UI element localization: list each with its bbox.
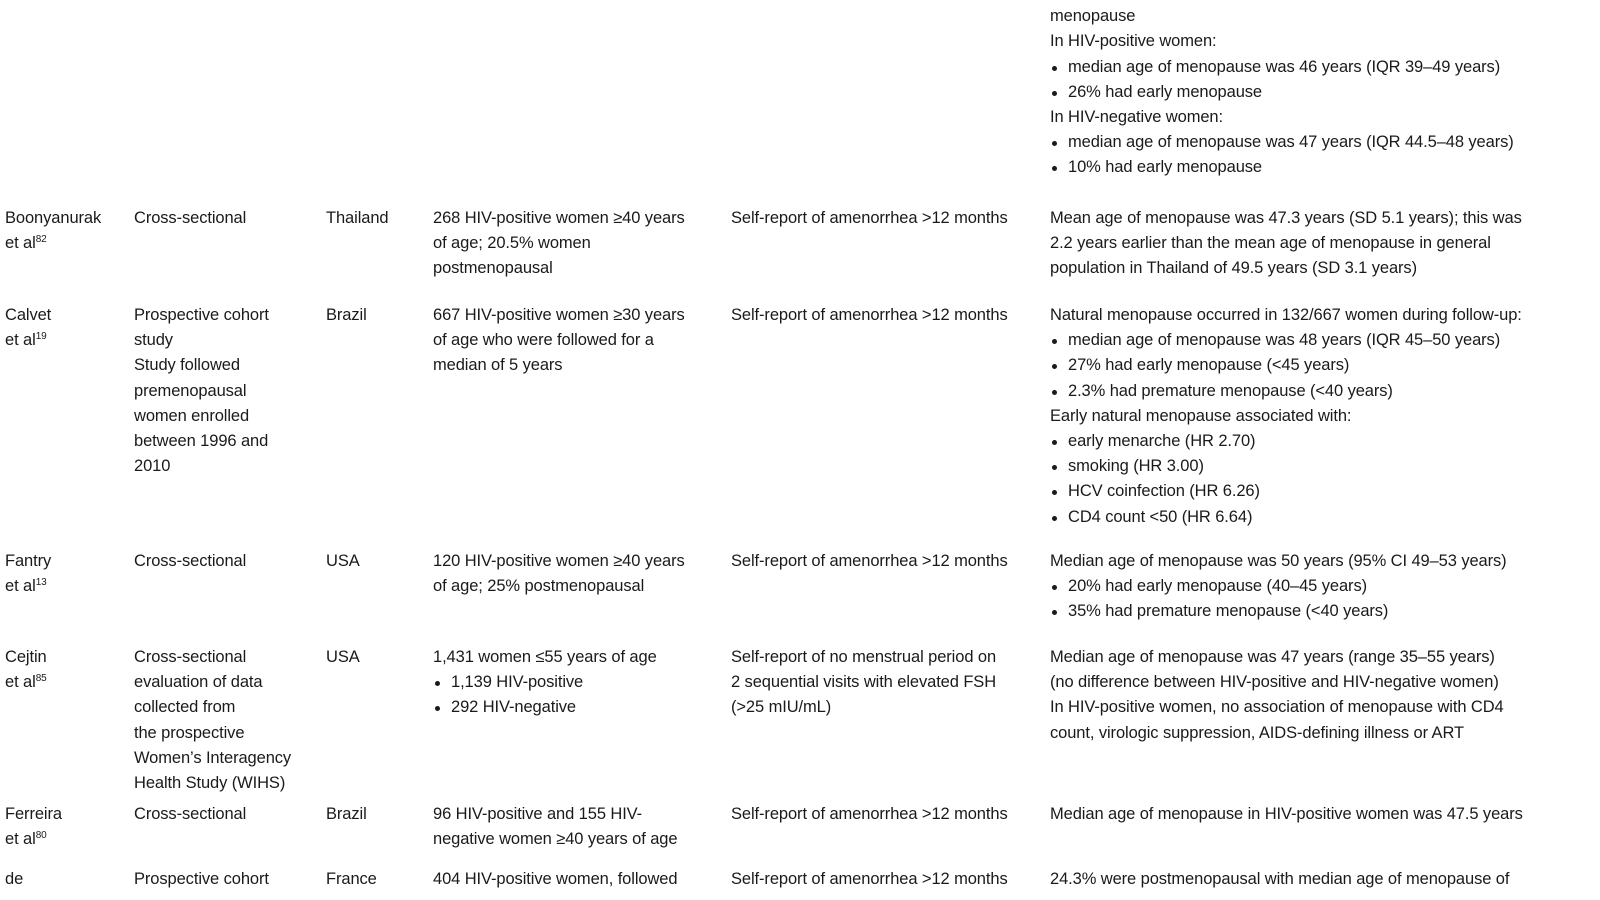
definition-text: Self-report of amenorrhea >12 months [731,805,1008,823]
finding-bullet: 26% had early menopause [1050,80,1600,105]
study-design-text: Cross-sectional [134,805,247,823]
country-cell [326,802,426,827]
finding-bullet: median age of menopause was 48 years (IQR 45–50 years) [1050,328,1600,353]
finding-bullet: HCV coinfection (HR 6.26) [1050,479,1600,504]
finding-text: In HIV-negative women: [1050,108,1223,127]
study-design-cell [134,303,314,479]
population-bullet: 1,139 HIV-positive [433,670,723,695]
author-cell [5,206,125,256]
reference-number: 80 [35,830,47,842]
finding-bullet: median age of menopause was 46 years (IQR 39–49 years) [1050,55,1600,80]
finding-text: In HIV-positive women: [1050,32,1217,51]
menopause-definition-cell [731,802,1041,827]
study-design-cell [134,645,314,796]
author-text: et $al^{85}$ [5,673,47,692]
findings-cell [1050,802,1600,827]
definition-text: 2 sequential visits with elevated FSH [731,673,997,692]
reference-number: 13 [35,577,47,589]
population-text: 667 HIV-positive women ≥30 years [433,306,685,324]
findings-cell [1050,303,1600,530]
study-design-text: Cross-sectional [134,648,247,666]
study-design-text: Women’s Interagency [134,748,292,767]
finding-text: Early natural menopause associated with: [1050,406,1352,425]
finding-text: Natural menopause occurred in 132/667 women during follow-up: [1050,306,1522,324]
finding-text: (no difference between HIV-positive and HIV-negative women) [1050,673,1499,692]
population-text: 404 HIV-positive women, followed [433,870,678,888]
study-design-text: Study followed [134,356,240,375]
author-text: de [5,870,24,888]
study-design-text: the prospective [134,723,245,742]
author-text: et $al^{19}$ [5,331,47,350]
study-design-text: study [134,331,173,350]
author-text: et $al^{80}$ [5,830,47,849]
finding-text: count, virologic suppression, AIDS-defining illness or ART [1050,723,1464,742]
finding-bullet: 35% had premature menopause (<40 years) [1050,599,1600,624]
population-text: of age who were followed for a [433,331,654,350]
definition-text: (>25 mIU/mL) [731,698,832,717]
country-cell [326,206,426,231]
study-design-text: 2010 [134,457,171,476]
study-design-cell [134,802,314,827]
population-text: median of 5 years [433,356,563,375]
finding-text: population in Thailand of 49.5 years (SD 3.1 years) [1050,259,1417,278]
author-text: Ferreira [5,805,62,823]
country-text: Thailand [326,209,389,227]
author-cell [5,802,125,852]
finding-bullet: median age of menopause was 47 years (IQR 44.5–48 years) [1050,130,1600,155]
author-cell [5,303,125,353]
finding-bullet: 2.3% had premature menopause (<40 years) [1050,379,1600,404]
population-text: negative women ≥40 years of age [433,830,678,849]
finding-bullet: 20% had early menopause (40–45 years) [1050,574,1600,599]
study-design-text: Prospective cohort [134,870,269,888]
definition-text: Self-report of no menstrual period on [731,648,997,666]
definition-text: Self-report of amenorrhea >12 months [731,552,1008,570]
population-text: 1,431 women ≤55 years of age [433,648,657,666]
country-cell [326,549,426,574]
finding-bullet: smoking (HR 3.00) [1050,454,1600,479]
population-cell [433,549,723,599]
author-text: Calvet [5,306,52,324]
finding-text: Median age of menopause in HIV-positive women was 47.5 years [1050,805,1523,823]
population-text: 120 HIV-positive women ≥40 years [433,552,685,570]
finding-bullet: 27% had early menopause (<45 years) [1050,353,1600,378]
country-cell [326,645,426,670]
author-text: et $al^{13}$ [5,577,47,596]
author-text: Cejtin [5,648,47,666]
finding-text: 24.3% were postmenopausal with median age of menopause of [1050,870,1510,888]
menopause-definition-cell [731,645,1041,721]
author-cell [5,867,125,892]
population-cell [433,802,723,852]
population-text [433,0,723,4]
author-text: Fantry [5,552,52,570]
country-cell [326,867,426,892]
reference-number: 19 [35,331,47,343]
study-design-text: premenopausal [134,381,247,400]
population-cell [433,0,723,4]
author-cell [5,645,125,695]
findings-cell [1050,867,1600,892]
population-cell [433,206,723,282]
reference-number: 82 [35,234,47,246]
finding-bullet: 10% had early menopause [1050,155,1600,180]
country-text: France [326,870,377,888]
menopause-definition-cell [731,867,1041,892]
reference-number: 85 [35,673,47,685]
country-text: USA [326,552,360,570]
study-design-cell [134,867,314,892]
study-design-cell [134,549,314,574]
author-text: Boonyanurak [5,209,102,227]
finding-text: menopause [1050,7,1136,26]
country-text: Brazil [326,306,367,324]
population-text: of age; 20.5% women [433,234,591,253]
finding-text: Mean age of menopause was 47.3 years (SD 5.1 years); this was [1050,209,1522,227]
finding-text: Median age of menopause was 50 years (95% CI 49–53 years) [1050,552,1507,570]
author-cell [5,549,125,599]
findings-cell [1050,206,1600,282]
country-cell [326,303,426,328]
definition-text: Self-report of amenorrhea >12 months [731,209,1008,227]
country-text: Brazil [326,805,367,823]
finding-text: 2.2 years earlier than the mean age of menopause in general [1050,234,1491,253]
study-design-text: Cross-sectional [134,209,247,227]
finding-bullet: early menarche (HR 2.70) [1050,429,1600,454]
findings-cell [1050,549,1600,625]
finding-text: In HIV-positive women, no association of menopause with CD4 [1050,698,1504,717]
findings-cell [1050,0,1600,181]
population-cell [433,867,723,892]
menopause-definition-cell [731,206,1041,231]
study-design-text: collected from [134,698,236,717]
population-bullet: 292 HIV-negative [433,695,723,720]
menopause-definition-cell [731,303,1041,328]
population-text: postmenopausal [433,259,553,278]
finding-bullet: CD4 count <50 (HR 6.64) [1050,505,1600,530]
study-design-text: evaluation of data [134,673,263,692]
study-design-text: Health Study (WIHS) [134,774,286,793]
findings-cell [1050,645,1600,746]
study-design-text: between 1996 and [134,432,269,451]
study-design-text: Cross-sectional [134,552,247,570]
author-text: et $al^{82}$ [5,234,47,253]
study-design-cell [134,206,314,231]
country-text: USA [326,648,360,666]
finding-text: Median age of menopause was 47 years (range 35–55 years) [1050,648,1495,666]
population-text: 96 HIV-positive and 155 HIV- [433,805,643,823]
study-design-text: Prospective cohort [134,306,269,324]
population-cell [433,303,723,379]
menopause-definition-cell [731,549,1041,574]
population-cell [433,645,723,721]
definition-text: Self-report of amenorrhea >12 months [731,870,1008,888]
study-design-text: women enrolled [134,406,250,425]
population-text: 268 HIV-positive women ≥40 years [433,209,685,227]
population-text: of age; 25% postmenopausal [433,577,645,596]
definition-text: Self-report of amenorrhea >12 months [731,306,1008,324]
